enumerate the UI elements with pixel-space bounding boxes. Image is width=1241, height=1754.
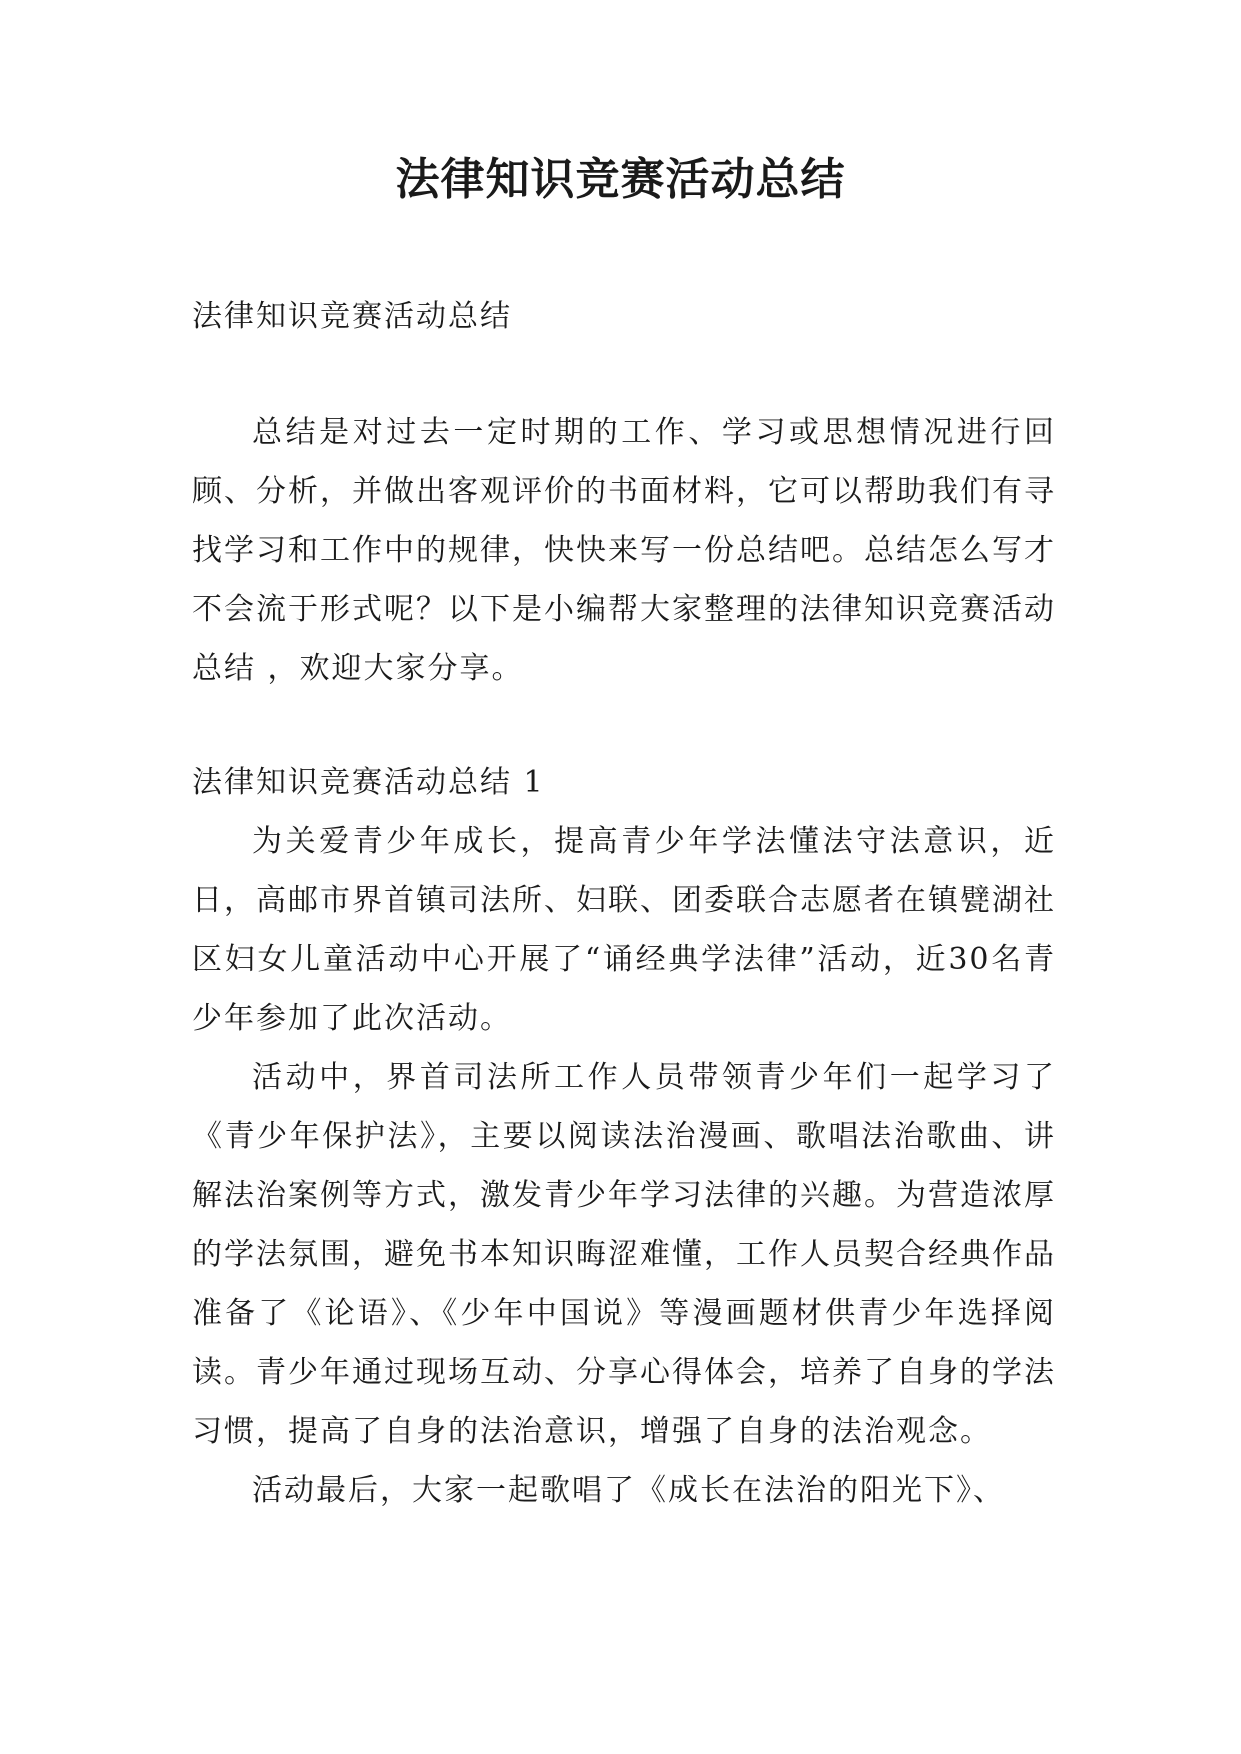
document-title: 法律知识竞赛活动总结 (395, 154, 846, 205)
section-heading: 法律知识竞赛活动总结 1 (192, 765, 545, 800)
body-paragraph-2: 活动中，界首司法所工作人员带领青少年们一起学习了《青少年保护法》，主要以阅读法治漫画、歌唱法治歌曲、讲解法治案例等方式，激发青少年学习法律的兴趣。为营造浓厚的学法氛围，避免书本知识晦涩难懂，工作人员契合经典作品准备了《论语》、《少年中国说》等漫画题材供青少年选择阅读。青少年通过现场互动、分享心得体会，培养了自身的学法习惯，提高了自身的法治意识，增强了自身的法治观念。 (192, 1060, 1056, 1449)
body-paragraph-3: 活动最后，大家一起歌唱了《成长在法治的阳光下》、 (252, 1473, 1005, 1508)
document-body (192, 287, 1056, 1520)
intro-paragraph: 总结是对过去一定时期的工作、学习或思想情况进行回顾、分析，并做出客观评价的书面材料，它可以帮助我们有寻找学习和工作中的规律，快快来写一份总结吧。总结怎么写才不会流于形式呢？以下是小编帮大家整理的法律知识竞赛活动总结 ，欢迎大家分享。 (192, 415, 1056, 686)
document-subtitle: 法律知识竞赛活动总结 (192, 299, 512, 334)
body-paragraph-1: 为关爱青少年成长，提高青少年学法懂法守法意识，近日，高邮市界首镇司法所、妇联、团委联合志愿者在镇甓湖社区妇女儿童活动中心开展了“诵经典学法律”活动，近30名青少年参加了此次活动。 (192, 824, 1056, 1036)
